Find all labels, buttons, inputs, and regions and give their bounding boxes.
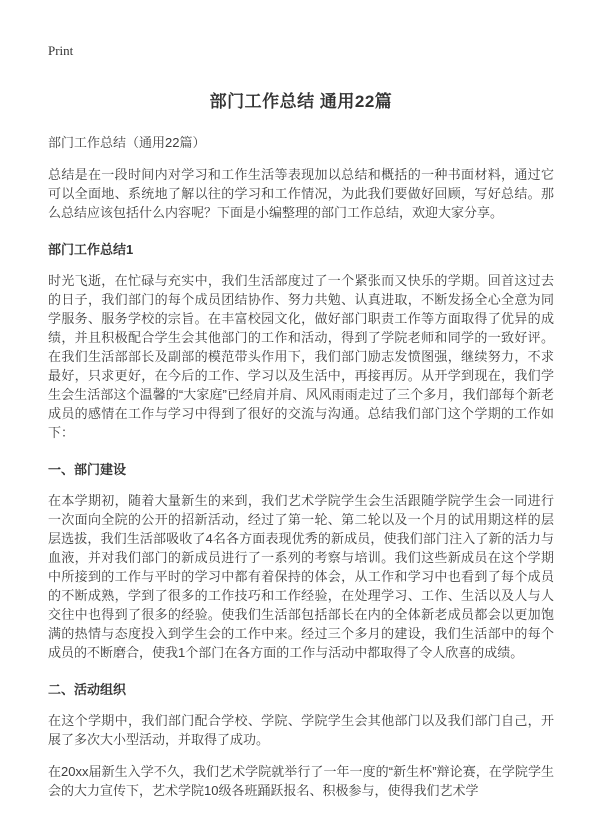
part2-heading: 二、活动组织	[48, 682, 127, 697]
document-subtitle: 部门工作总结（通用22篇）	[48, 135, 206, 150]
essay1-heading: 部门工作总结1	[48, 242, 134, 257]
part2-paragraph-2: 在20xx届新生入学不久，我们艺术学院就举行了一年一度的“新生杯”辩论赛，在学院学生会的大力宣传下，艺术学院10级各班踊跃报名、积极参与，使得我们艺术学	[48, 764, 554, 798]
document-title: 部门工作总结 通用22篇	[209, 92, 393, 111]
essay1-intro-paragraph: 时光飞逝，在忙碌与充实中，我们生活部度过了一个紧张而又快乐的学期。回首这过去的日子，我们部门的每个成员团结协作、努力共勉、认真进取，不断发扬全心全意为同学服务、服务学校的宗旨。在丰富校园文化，做好部门职责工作等方面取得了优异的成绩，并且积极配合学生会其他部门的工作和活动，得到了学院老师和同学的一致好评。在我们生活部部长及副部的模范带头作用下，我们部门励志发愤图强，继续努力，不求最好，只求更好，在今后的工作、学习以及生活中，再接再厉。从开学到现在，我们学生会生活部这个温馨的“大家庭”已经肩并肩、风风雨雨走过了三个多月，我们部每个新老成员的感情在工作与学习中得到了很好的交流与沟通。总结我们部门这个学期的工作如下：	[48, 273, 554, 440]
print-link[interactable]: Print	[48, 43, 74, 58]
intro-paragraph: 总结是在一段时间内对学习和工作生活等表现加以总结和概括的一种书面材料，通过它可以全面地、系统地了解以往的学习和工作情况，为此我们要做好回顾，写好总结。那么总结应该包括什么内容呢？下面是小编整理的部门工作总结，欢迎大家分享。	[48, 167, 554, 220]
part2-paragraph-1: 在这个学期中，我们部门配合学校、学院、学院学生会其他部门以及我们部门自己，开展了多次大小型活动，并取得了成功。	[48, 713, 554, 747]
part1-paragraph: 在本学期初，随着大量新生的来到，我们艺术学院学生会生活跟随学院学生会一同进行一次面向全院的公开的招新活动，经过了第一轮、第二轮以及一个月的试用期这样的层层选拔，我们生活部吸收了4名各方面表现优秀的新成员，使我们部门注入了新的活力与血液，并对我们部门的新成员进行了一系列的考察与培训。我们这些新成员在这个学期中所接到的工作与平时的学习中都有着保持的体会，从工作和学习中也看到了每个成员的不断成熟，学到了很多的工作技巧和工作经验，在处理学习、工作、生活以及人与人交往中也得到了很多的经验。使我们生活部包括部长在内的全体新老成员都会以更加饱满的热情与态度投入到学生会的工作中来。经过三个多月的建设，我们生活部中的每个成员的不断磨合，使我1个部门在各方面的工作与活动中都取得了令人欣喜的成绩。	[48, 493, 554, 660]
part1-heading: 一、部门建设	[48, 462, 127, 477]
